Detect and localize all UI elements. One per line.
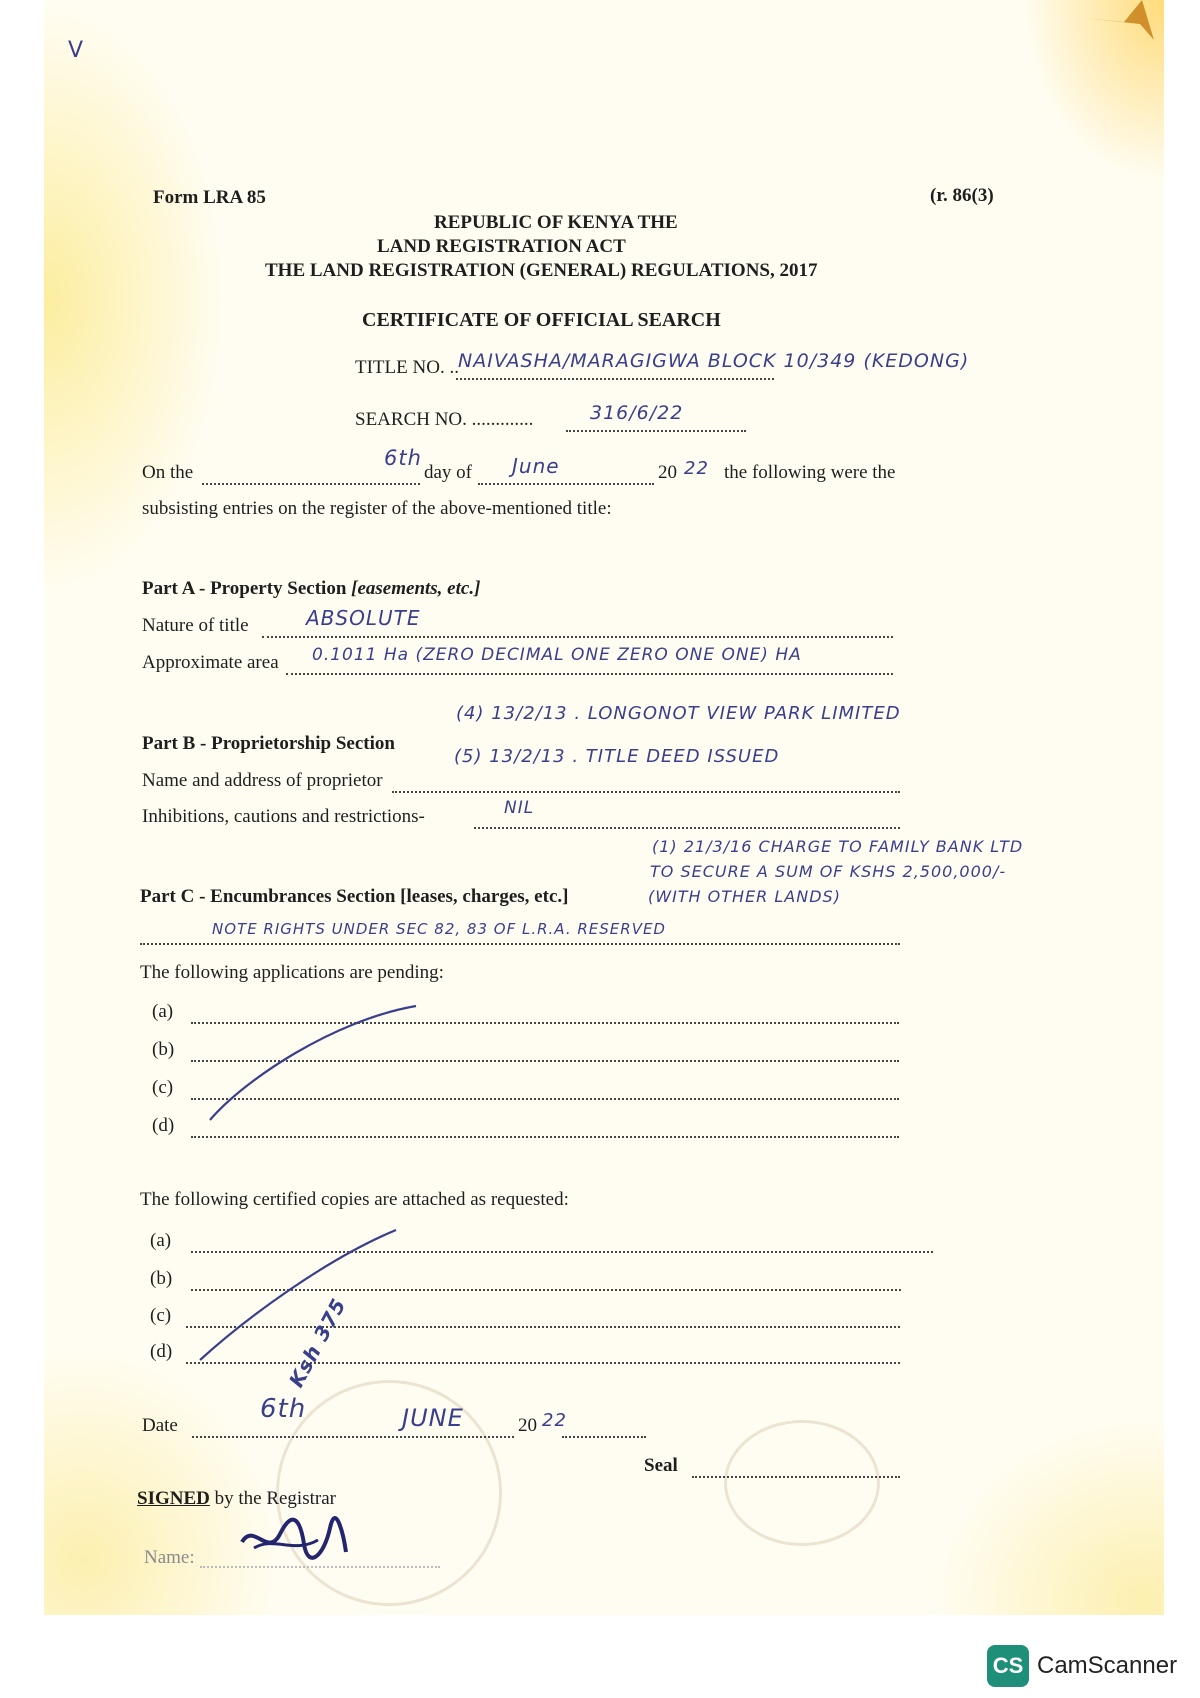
on-the-label: On the (142, 462, 194, 483)
nature-of-title-label: Nature of title (142, 615, 249, 636)
margin-initials: V (68, 38, 85, 63)
title-no-handwritten: NAIVASHA/MARAGIGWA BLOCK 10/349 (KEDONG) (458, 350, 970, 372)
copies-title: The following certified copies are attached as requested: (140, 1189, 569, 1210)
form-id: Form LRA 85 (153, 187, 266, 208)
part-a-title-text: Part A - Property Section (142, 578, 347, 599)
camscanner-logo: CS (987, 1645, 1029, 1687)
date-day-handwritten: 6th (260, 1394, 307, 1424)
part-b-title: Part B - Proprietorship Section (142, 733, 395, 754)
date-year-prefix: 20 (518, 1415, 537, 1436)
search-no-label: SEARCH NO. ............. (355, 409, 534, 430)
rule-reference: (r. 86(3) (930, 185, 994, 206)
scanned-document (44, 0, 1164, 1615)
charge-line-3: (WITH OTHER LANDS) (648, 887, 841, 906)
header-line-1: REPUBLIC OF KENYA THE (434, 212, 678, 233)
stamp-number-handwritten: Ksh 375 (284, 1294, 351, 1392)
copies-strike-line (44, 0, 1164, 1615)
charge-line-1: (1) 21/3/16 CHARGE TO FAMILY BANK LTD (652, 837, 1024, 856)
copies-item-d: (d) (150, 1341, 173, 1362)
copies-item-b: (b) (150, 1268, 173, 1289)
date-label: Date (142, 1415, 178, 1436)
pending-item-d: (d) (152, 1115, 175, 1136)
copies-item-a: (a) (150, 1230, 172, 1251)
pending-item-c: (c) (152, 1077, 174, 1098)
proprietor-entry-4: (4) 13/2/13 . LONGONOT VIEW PARK LIMITED (456, 703, 901, 724)
certificate-title: CERTIFICATE OF OFFICIAL SEARCH (362, 309, 721, 331)
part-c-note-handwritten: NOTE RIGHTS UNDER SEC 82, 83 OF L.R.A. RESERVED (212, 920, 666, 938)
date-year-dotline (562, 1436, 646, 1438)
date-line-tail: the following were the (724, 462, 896, 483)
year-prefix: 20 (658, 462, 677, 483)
pending-title: The following applications are pending: (140, 962, 444, 983)
date-dotline (192, 1436, 514, 1438)
signed-word: SIGNED (137, 1488, 210, 1509)
day-of-label: day of (424, 462, 473, 483)
pending-item-b: (b) (152, 1039, 175, 1060)
date-year-handwritten: 22 (542, 1410, 567, 1431)
registrar-signature (234, 1508, 354, 1568)
date-month-handwritten: JUNE (402, 1404, 464, 1432)
copies-item-c: (c) (150, 1305, 172, 1326)
faded-stamp-impression (724, 1420, 880, 1546)
pending-item-a: (a) (152, 1001, 174, 1022)
subsisting-text: subsisting entries on the register of the above-mentioned title: (142, 498, 612, 519)
part-a-title-italic: [easements, etc.] (351, 578, 481, 599)
approximate-area-label: Approximate area (142, 652, 279, 673)
approximate-area-handwritten: 0.1011 Ha (ZERO DECIMAL ONE ZERO ONE ONE) HA (312, 645, 802, 665)
header-line-2: LAND REGISTRATION ACT (377, 236, 626, 257)
name-dotline (200, 1566, 440, 1568)
nature-of-title-handwritten: ABSOLUTE (306, 606, 421, 630)
camscanner-brand: CamScanner (1037, 1652, 1178, 1679)
month-handwritten: June (512, 454, 560, 478)
header-line-3: THE LAND REGISTRATION (GENERAL) REGULATIONS, 2017 (265, 260, 818, 281)
year-handwritten: 22 (684, 458, 709, 479)
title-no-label: TITLE NO. .. (355, 357, 459, 378)
name-label: Name: (144, 1547, 195, 1568)
seal-dotline (692, 1476, 900, 1478)
charge-line-2: TO SECURE A SUM OF KSHS 2,500,000/- (650, 862, 1007, 881)
inhibitions-handwritten: NIL (504, 798, 535, 818)
name-address-label: Name and address of proprietor (142, 770, 383, 791)
search-no-handwritten: 316/6/22 (590, 402, 684, 424)
signed-line (137, 1488, 336, 1510)
proprietor-entry-5: (5) 13/2/13 . TITLE DEED ISSUED (454, 746, 780, 767)
part-c-title: Part C - Encumbrances Section [leases, charges, etc.] (140, 886, 569, 907)
inhibitions-label: Inhibitions, cautions and restrictions- (142, 806, 425, 827)
day-handwritten: 6th (384, 446, 422, 470)
seal-label: Seal (644, 1455, 678, 1476)
signed-by-registrar: by the Registrar (214, 1488, 336, 1509)
